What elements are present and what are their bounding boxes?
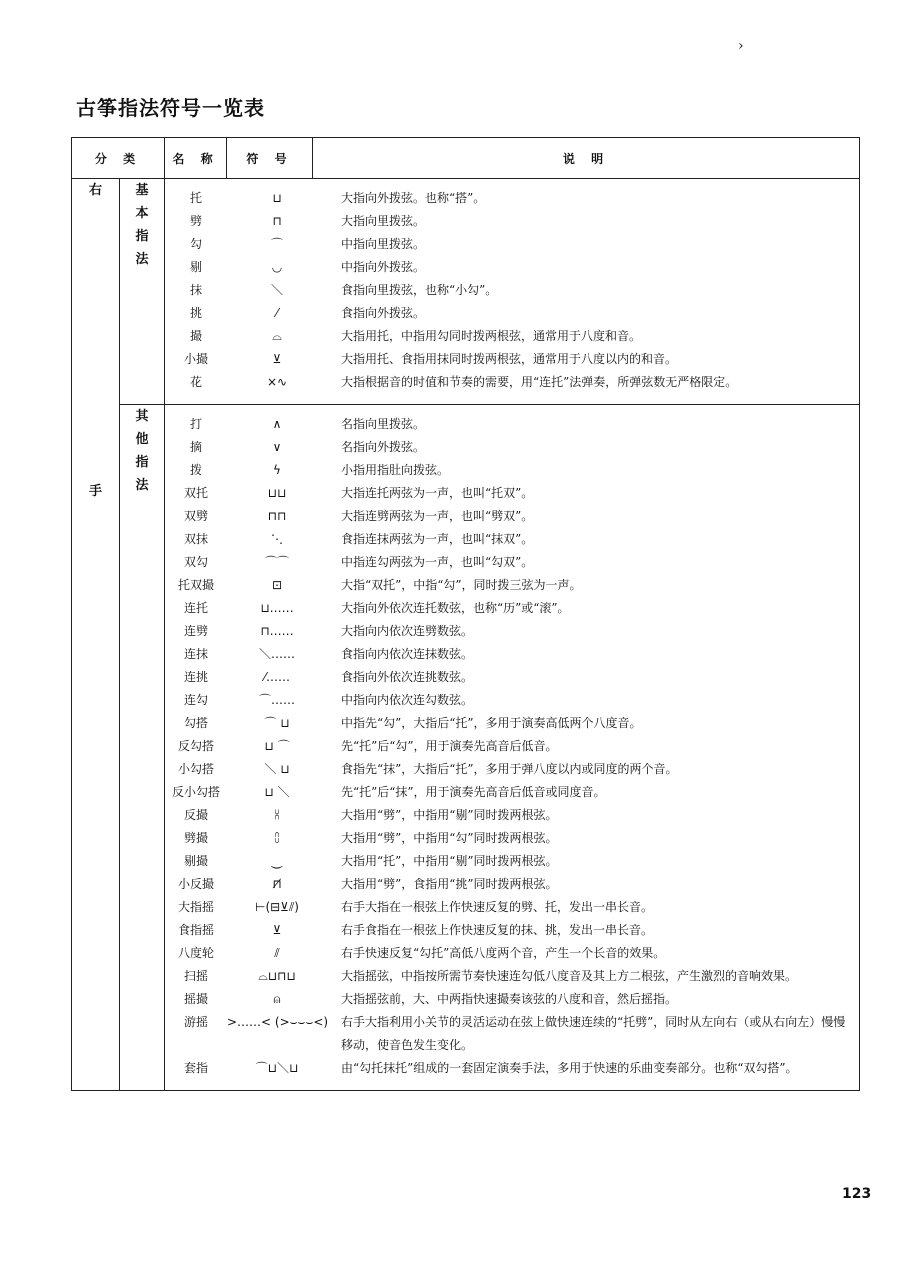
technique-symbol: ϟ <box>273 463 281 477</box>
technique-symbol: ⊓ <box>272 214 282 228</box>
technique-row <box>165 574 859 597</box>
technique-symbol: ⊓…… <box>260 624 294 638</box>
technique-description: 大指连劈两弦为一声，也叫“劈双”。 <box>341 509 534 523</box>
technique-name: 连勾 <box>183 693 208 707</box>
group-label-char: 法 <box>135 478 149 493</box>
technique-name: 游摇 <box>183 1015 208 1029</box>
group-label-basic <box>120 179 165 405</box>
technique-name: 摇撮 <box>183 992 208 1006</box>
technique-symbol: ⌒…… <box>258 693 295 707</box>
technique-symbol: ∨ <box>272 440 282 454</box>
group-label-char: 其 <box>135 409 149 424</box>
technique-symbol: ⊔…… <box>260 601 294 615</box>
group-label-other <box>120 405 165 1091</box>
header-symbol: 符 号 <box>227 138 313 179</box>
technique-symbol: ⊔ ＼ <box>264 785 290 799</box>
technique-symbol: ＼ ⊔ <box>264 762 290 776</box>
technique-name: 双托 <box>183 486 208 500</box>
technique-row <box>165 850 859 873</box>
technique-row <box>165 597 859 620</box>
group-rows-basic <box>165 179 860 405</box>
fingering-symbol-table <box>71 137 860 1091</box>
technique-name: 小勾搭 <box>177 762 214 776</box>
technique-description: 食指先“抹”，大指后“托”，多用于弹八度以内或同度的两个音。 <box>341 762 678 776</box>
technique-row <box>165 528 859 551</box>
technique-description: 由“勾托抹托”组成的一套固定演奏手法，多用于快速的乐曲变奏部分。也称“双勾搭”。 <box>341 1061 798 1075</box>
technique-name: 劈撮 <box>183 831 208 845</box>
technique-symbol: ⫽ <box>274 946 280 960</box>
technique-name: 花 <box>189 375 202 389</box>
technique-description: 大指摇弦，中指按所需节奏快速连勾低八度音及其上方二根弦，产生激烈的音响效果。 <box>341 969 798 983</box>
technique-description: 中指向内依次连勾数弦。 <box>341 693 474 707</box>
technique-symbol: ⊻ <box>272 923 282 937</box>
technique-row <box>165 413 859 436</box>
technique-row <box>165 735 859 758</box>
technique-description: 大指连托两弦为一声，也叫“托双”。 <box>341 486 534 500</box>
technique-symbol: ⁄…… <box>263 670 290 684</box>
group-label-char: 指 <box>135 455 149 470</box>
technique-row <box>165 988 859 1011</box>
technique-description: 右手大指利用小关节的灵活运动在弦上做快速连续的“托劈”，同时从左向右（或从右向左）慢慢移动，使音色发生变化。 <box>341 1015 846 1052</box>
technique-symbol: ⍝ <box>273 992 281 1006</box>
technique-row <box>165 620 859 643</box>
technique-name: 劈 <box>189 214 202 228</box>
technique-row <box>165 873 859 896</box>
technique-description: 中指向里拨弦。 <box>341 237 426 251</box>
technique-row <box>165 256 859 279</box>
technique-symbol: ⩇ <box>274 831 280 845</box>
technique-name: 套指 <box>183 1061 208 1075</box>
group-label-char: 他 <box>135 432 149 447</box>
technique-symbol: ⋱ <box>271 532 283 546</box>
technique-symbol: ⌓ <box>272 329 282 343</box>
technique-description: 大指用“劈”，中指用“剔”同时拨两根弦。 <box>341 808 558 822</box>
technique-symbol: ⌒⌒ <box>264 555 289 569</box>
technique-symbol: ⏝ <box>271 854 283 868</box>
major-category-char: 手 <box>88 484 102 499</box>
technique-description: 先“托”后“勾”，用于演奏先高音后低音。 <box>341 739 558 753</box>
technique-symbol: ◡ <box>271 260 283 274</box>
technique-row <box>165 187 859 210</box>
technique-symbol: ⊔⊔ <box>267 486 287 500</box>
technique-description: 食指向内依次连抹数弦。 <box>341 647 474 661</box>
technique-description: 大指向内依次连劈数弦。 <box>341 624 474 638</box>
technique-symbol: ⌒⊔＼⊔ <box>255 1061 299 1075</box>
technique-description: 大指用托、食指用抹同时拨两根弦，通常用于八度以内的和音。 <box>341 352 678 366</box>
technique-row <box>165 712 859 735</box>
technique-name: 托双撮 <box>177 578 214 592</box>
group-label-char: 本 <box>135 206 149 221</box>
group-rows-other <box>165 405 860 1091</box>
page-number: 123 <box>842 1186 872 1202</box>
technique-row <box>165 666 859 689</box>
technique-name: 小反撮 <box>177 877 214 891</box>
technique-row <box>165 643 859 666</box>
group-other <box>72 405 860 1091</box>
technique-row <box>165 482 859 505</box>
technique-symbol: ⊢(⊟⊻⫽) <box>254 900 299 914</box>
technique-description: 中指连勾两弦为一声，也叫“勾双”。 <box>341 555 534 569</box>
technique-row <box>165 348 859 371</box>
technique-name: 扫摇 <box>183 969 208 983</box>
header-description: 说 明 <box>313 138 860 179</box>
technique-name: 剔 <box>189 260 202 274</box>
technique-name: 双抹 <box>183 532 208 546</box>
technique-description: 食指向里拨弦，也称“小勾”。 <box>341 283 498 297</box>
technique-symbol: ＼ <box>270 283 283 297</box>
technique-symbol: ⊓̸ <box>272 877 282 891</box>
technique-row <box>165 827 859 850</box>
technique-row <box>165 804 859 827</box>
technique-description: 食指向外拨弦。 <box>341 306 426 320</box>
technique-name: 拨 <box>189 463 202 477</box>
technique-name: 食指摇 <box>177 923 214 937</box>
technique-description: 先“托”后“抹”，用于演奏先高音后低音或同度音。 <box>341 785 606 799</box>
technique-row <box>165 371 859 394</box>
technique-description: 右手食指在一根弦上作快速反复的抹、挑，发出一串长音。 <box>341 923 654 937</box>
technique-description: 右手大指在一根弦上作快速反复的劈、托，发出一串长音。 <box>341 900 654 914</box>
technique-symbol: ⌒ <box>270 237 283 251</box>
group-label-char: 法 <box>135 252 149 267</box>
technique-name: 连托 <box>183 601 208 615</box>
technique-row <box>165 965 859 988</box>
technique-description: 中指向外拨弦。 <box>341 260 426 274</box>
technique-name: 大指摇 <box>177 900 214 914</box>
header-name: 名 称 <box>165 138 227 179</box>
technique-row <box>165 919 859 942</box>
technique-name: 勾 <box>189 237 202 251</box>
technique-symbol: >……< (>⌣⌣⌣<) <box>227 1015 329 1029</box>
technique-symbol: ⊻ <box>272 352 282 366</box>
technique-description: 名指向里拨弦。 <box>341 417 426 431</box>
technique-name: 挑 <box>189 306 202 320</box>
technique-row <box>165 896 859 919</box>
technique-row <box>165 1057 859 1080</box>
technique-description: 小指用指肚向拨弦。 <box>341 463 450 477</box>
technique-description: 大指“双托”，中指“勾”，同时拨三弦为一声。 <box>341 578 582 592</box>
technique-symbol: ＼…… <box>258 647 295 661</box>
technique-name: 八度轮 <box>177 946 214 960</box>
group-basic <box>72 179 860 405</box>
technique-name: 剔撮 <box>183 854 208 868</box>
technique-name: 双勾 <box>183 555 208 569</box>
technique-name: 连抹 <box>183 647 208 661</box>
technique-symbol: ⩆ <box>274 808 280 822</box>
technique-description: 大指向外依次连托数弦，也称“历”或“滚”。 <box>341 601 570 615</box>
technique-row <box>165 325 859 348</box>
table-header-row <box>72 138 860 179</box>
technique-row <box>165 436 859 459</box>
technique-description: 大指用“劈”，食指用“挑”同时拨两根弦。 <box>341 877 558 891</box>
technique-description: 大指向里拨弦。 <box>341 214 426 228</box>
technique-description: 名指向外拨弦。 <box>341 440 426 454</box>
technique-symbol: ⌒ ⊔ <box>264 716 290 730</box>
technique-row <box>165 302 859 325</box>
technique-row <box>165 1011 859 1057</box>
technique-symbol: ⁄ <box>275 306 278 320</box>
technique-name: 托 <box>189 191 202 205</box>
technique-row <box>165 505 859 528</box>
technique-name: 抹 <box>189 283 202 297</box>
technique-name: 勾搭 <box>183 716 208 730</box>
technique-description: 大指摇弦前，大、中两指快速撮奏该弦的八度和音，然后摇指。 <box>341 992 678 1006</box>
technique-name: 反撮 <box>183 808 208 822</box>
technique-symbol: ⌓⊔⊓⊔ <box>258 969 296 983</box>
major-category-right-hand <box>72 179 120 1091</box>
technique-description: 右手快速反复“勾托”高低八度两个音，产生一个长音的效果。 <box>341 946 666 960</box>
technique-description: 食指连抹两弦为一声，也叫“抹双”。 <box>341 532 534 546</box>
technique-row <box>165 689 859 712</box>
technique-name: 连挑 <box>183 670 208 684</box>
technique-row <box>165 459 859 482</box>
technique-name: 小撮 <box>183 352 208 366</box>
header-category: 分 类 <box>72 138 165 179</box>
technique-name: 双劈 <box>183 509 208 523</box>
technique-symbol: ×∿ <box>266 375 288 389</box>
technique-description: 中指先“勾”，大指后“托”，多用于演奏高低两个八度音。 <box>341 716 642 730</box>
technique-description: 大指向外拨弦。也称“搭”。 <box>341 191 486 205</box>
technique-description: 食指向外依次连挑数弦。 <box>341 670 474 684</box>
technique-row <box>165 551 859 574</box>
technique-name: 撮 <box>189 329 202 343</box>
technique-symbol: ⊡ <box>271 578 283 592</box>
page-title: 古筝指法符号一览表 <box>76 96 265 120</box>
technique-row <box>165 942 859 965</box>
technique-name: 反小勾搭 <box>171 785 220 799</box>
technique-symbol: ∧ <box>272 417 282 431</box>
technique-row <box>165 210 859 233</box>
technique-symbol: ⊔ ⌒ <box>264 739 290 753</box>
technique-name: 连劈 <box>183 624 208 638</box>
technique-name: 打 <box>189 417 202 431</box>
technique-description: 大指用托，中指用勾同时拨两根弦，通常用于八度和音。 <box>341 329 642 343</box>
technique-symbol: ⊔ <box>272 191 282 205</box>
technique-row <box>165 233 859 256</box>
group-label-char: 基 <box>135 183 149 198</box>
technique-row <box>165 781 859 804</box>
major-category-char: 右 <box>88 183 102 198</box>
technique-row <box>165 758 859 781</box>
group-label-char: 指 <box>135 229 149 244</box>
technique-name: 反勾搭 <box>177 739 214 753</box>
technique-description: 大指用“劈”，中指用“勾”同时拨两根弦。 <box>341 831 558 845</box>
technique-symbol: ⊓⊓ <box>267 509 287 523</box>
technique-name: 摘 <box>189 440 202 454</box>
technique-description: 大指用“托”，中指用“剔”同时拨两根弦。 <box>341 854 558 868</box>
corner-mark: › <box>738 38 744 54</box>
technique-row <box>165 279 859 302</box>
technique-description: 大指根据音的时值和节奏的需要，用“连托”法弹奏，所弹弦数无严格限定。 <box>341 375 738 389</box>
